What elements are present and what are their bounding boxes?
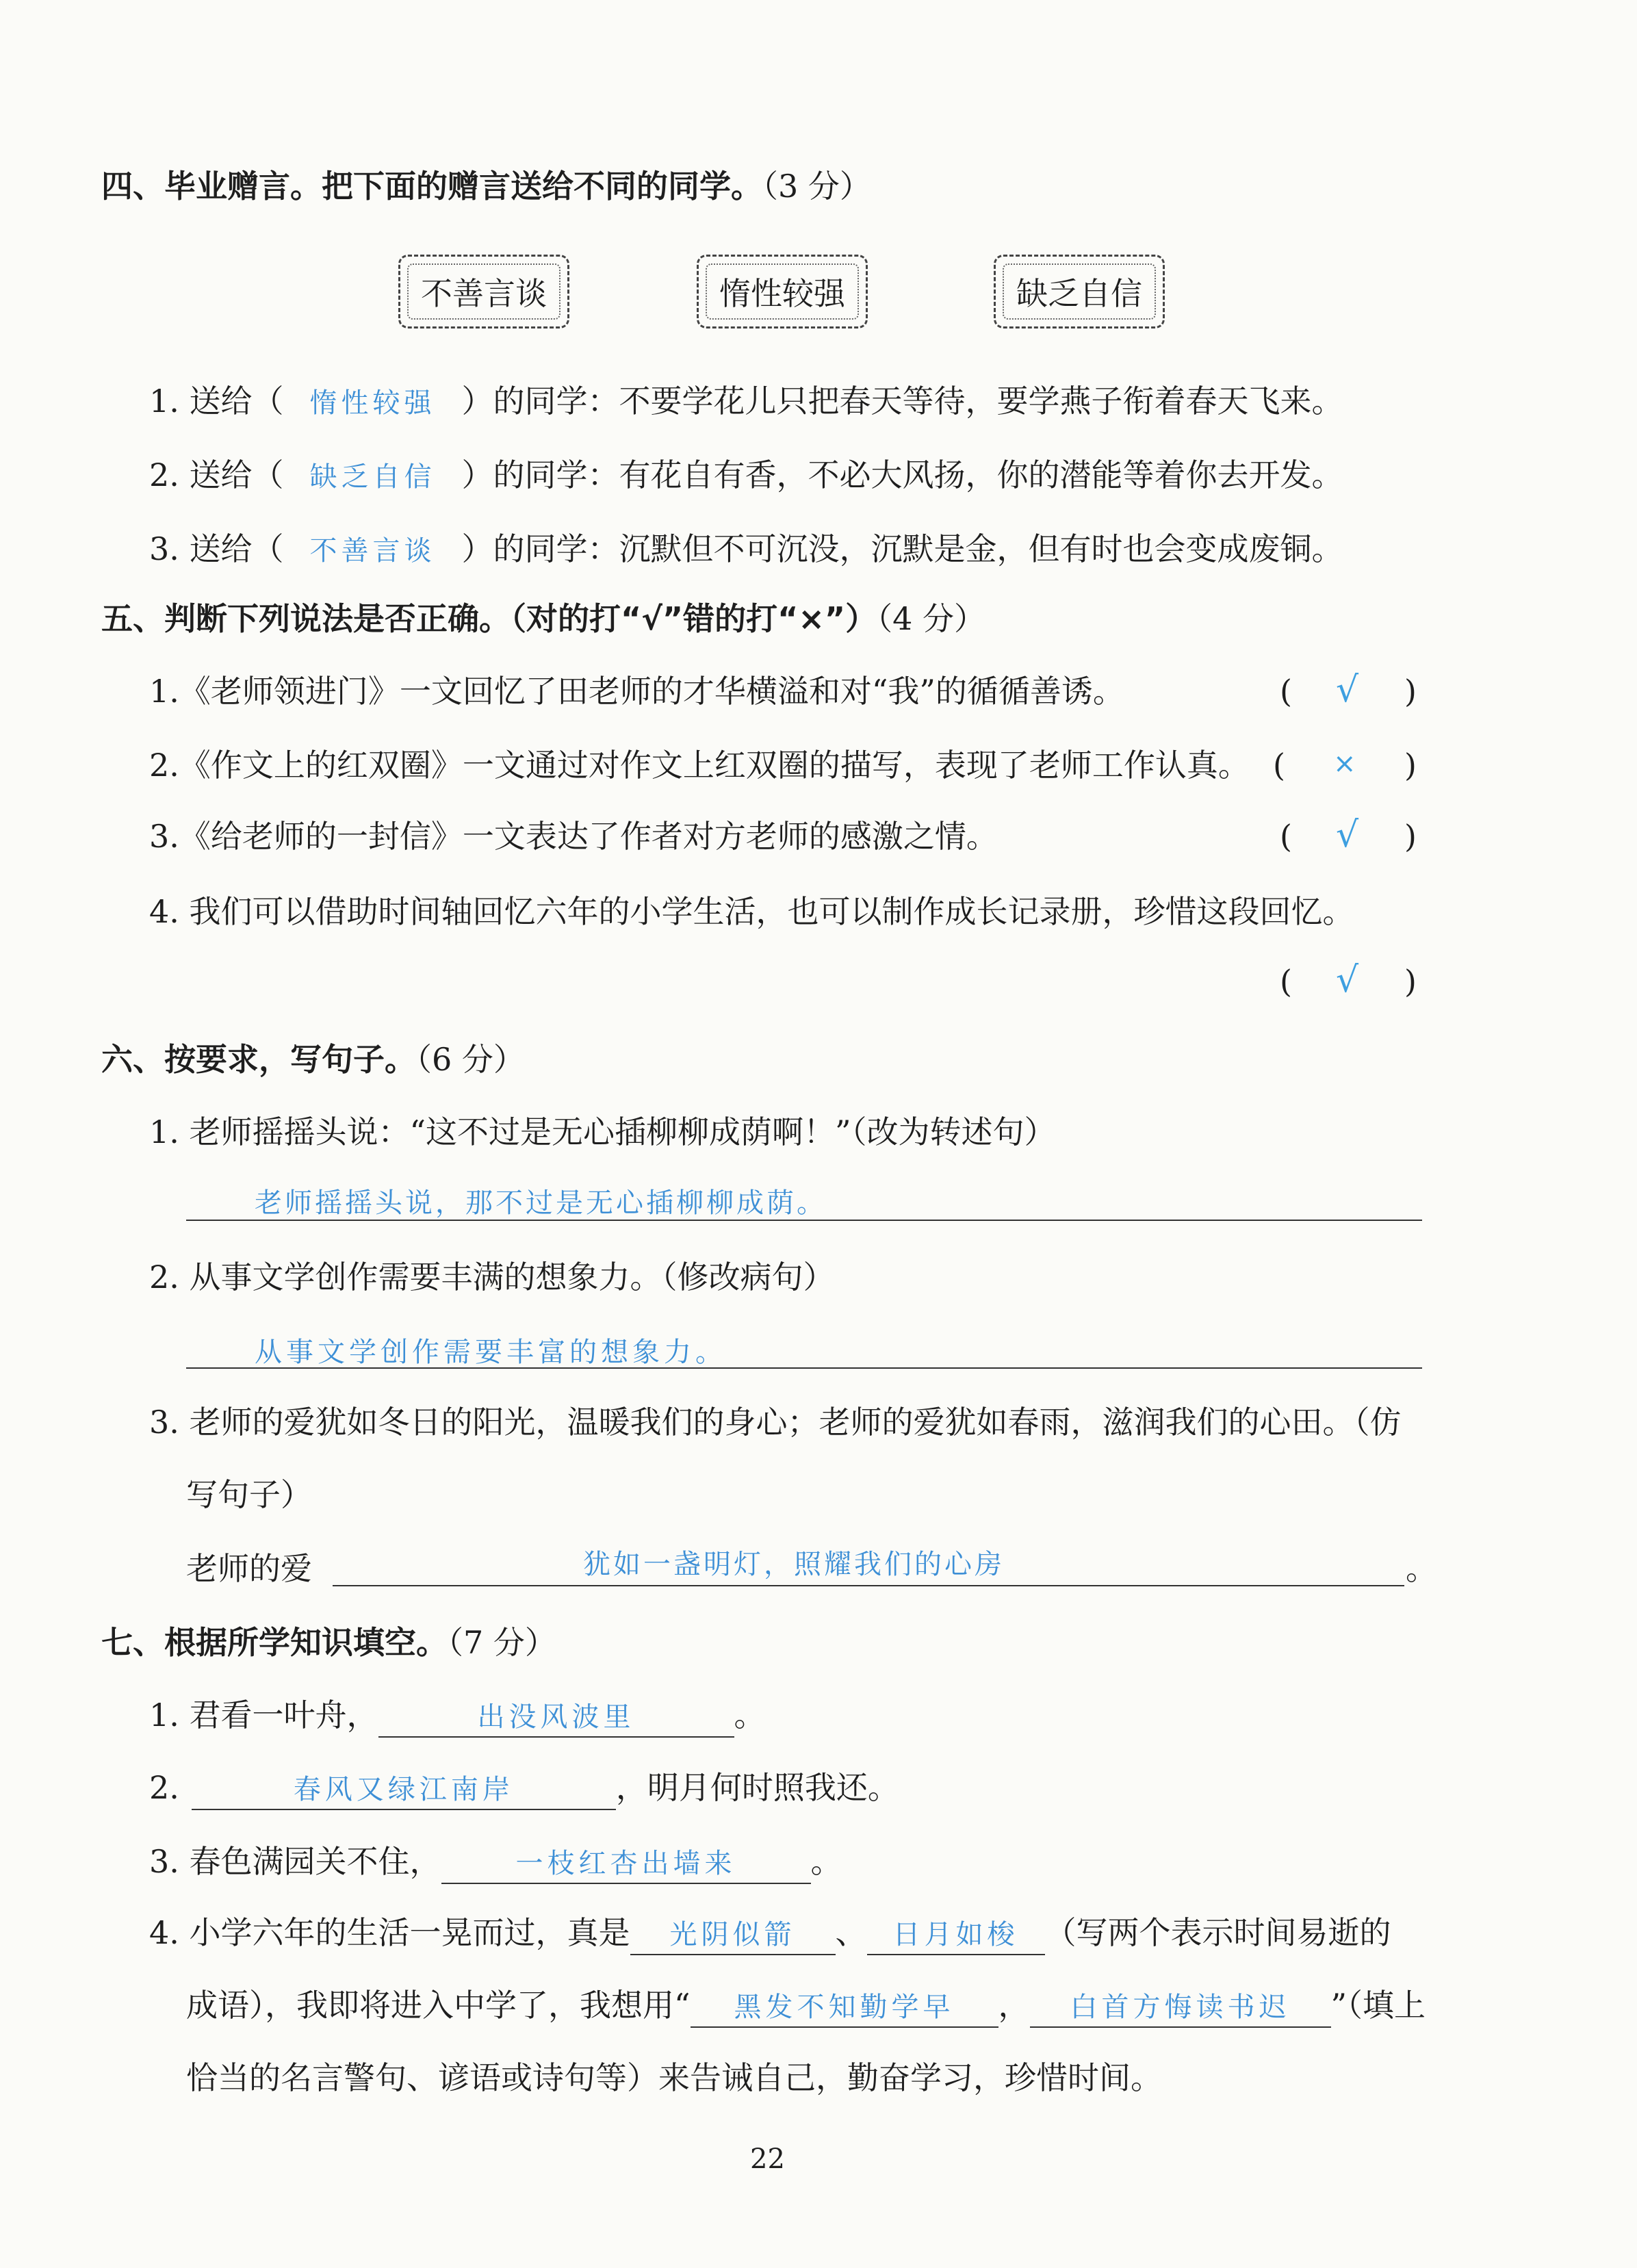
question-end: 。 xyxy=(810,1843,842,1880)
section6-title: 六、按要求，写句子。 xyxy=(101,1041,416,1078)
section4-heading xyxy=(101,166,871,207)
handwritten-answer: 春风又绿江南岸 xyxy=(192,1770,616,1810)
section7-heading xyxy=(101,1622,556,1663)
rewrite-question-2: 2. 从事文学创作需要丰满的想象力。（修改病句） xyxy=(149,1259,835,1296)
paren-right: ) xyxy=(1404,673,1417,710)
check-mark: √ xyxy=(1336,669,1359,710)
check-mark: √ xyxy=(1336,959,1359,1001)
tag-box-1 xyxy=(398,255,569,328)
handwritten-answer: 从事文学创作需要丰富的想象力。 xyxy=(255,1337,727,1368)
answer-line xyxy=(333,1585,1404,1586)
cross-mark: × xyxy=(1333,748,1356,779)
section7-title: 七、根据所学知识填空。 xyxy=(101,1624,448,1661)
handwritten-answer: 惰性较强 xyxy=(309,387,436,419)
paren-left: ( xyxy=(1273,747,1285,784)
section6-heading xyxy=(101,1039,525,1080)
item-prefix: 2. 送给（ xyxy=(149,456,284,493)
check-mark: √ xyxy=(1336,814,1359,855)
judge-item-2: 2.《作文上的红双圈》一文通过对作文上红双圈的描写，表现了老师工作认真。 xyxy=(149,747,1250,784)
section7-score: （7 分） xyxy=(448,1624,556,1661)
paren-left: ( xyxy=(1280,963,1292,1000)
fill-question-2 xyxy=(149,1767,899,1810)
question-prefix: 2. xyxy=(149,1769,179,1806)
sentence-end: 。 xyxy=(1406,1550,1437,1587)
question-prefix: 成语），我即将进入中学了，我想用“ xyxy=(186,1987,691,2024)
section6-score: （6 分） xyxy=(416,1041,525,1078)
section5-title: 五、判断下列说法是否正确。（对的打“√”错的打“×”） xyxy=(101,600,877,637)
item-suffix: ）的同学：沉默但不可沉没，沉默是金，但有时也会变成废铜。 xyxy=(461,530,1343,567)
tag-label: 不善言谈 xyxy=(421,275,547,312)
question-prefix: 4. 小学六年的生活一晃而过，真是 xyxy=(149,1914,630,1951)
question-suffix: ”（填上 xyxy=(1330,1987,1426,2024)
fill-question-3 xyxy=(149,1841,842,1884)
section4-score: （3 分） xyxy=(762,168,871,205)
answer-line xyxy=(186,1367,1422,1369)
tag-label: 惰性较强 xyxy=(719,275,845,312)
section4-item-1 xyxy=(149,381,1343,424)
separator: 、 xyxy=(835,1914,867,1951)
question-prefix: 3. 春色满园关不住， xyxy=(149,1843,441,1880)
question-end: 。 xyxy=(734,1697,766,1734)
answer-line xyxy=(186,1220,1422,1221)
handwritten-answer: 一枝红杏出墙来 xyxy=(441,1844,811,1884)
handwritten-answer: 光阴似箭 xyxy=(630,1916,836,1955)
handwritten-answer: 黑发不知勤学早 xyxy=(691,1988,998,2028)
handwritten-answer: 老师摇摇头说，那不过是无心插柳柳成荫。 xyxy=(255,1187,827,1219)
section4-title: 四、毕业赠言。把下面的赠言送给不同的同学。 xyxy=(101,168,762,205)
separator: ， xyxy=(998,1987,1030,2024)
judge-item-3: 3.《给老师的一封信》一文表达了作者对方老师的感激之情。 xyxy=(149,818,998,855)
section5-score: （4 分） xyxy=(877,600,986,637)
question-suffix: （写两个表示时间易逝的 xyxy=(1044,1914,1391,1951)
rewrite-question-3-cont: 写句子） xyxy=(186,1476,312,1513)
paren-left: ( xyxy=(1280,673,1292,710)
item-prefix: 1. 送给（ xyxy=(149,383,284,420)
tag-box-2 xyxy=(697,255,868,328)
fill-question-4-end: 恰当的名言警句、谚语或诗句等）来告诫自己，勤奋学习，珍惜时间。 xyxy=(186,2059,1162,2096)
section4-item-2 xyxy=(149,454,1343,498)
question-prefix: 1. 君看一叶舟， xyxy=(149,1697,378,1734)
tag-box-3 xyxy=(994,255,1165,328)
paren-right: ) xyxy=(1404,747,1417,784)
rewrite-question-1: 1. 老师摇摇头说：“这不过是无心插柳柳成荫啊！”（改为转述句） xyxy=(149,1113,1056,1150)
page-number: 22 xyxy=(750,2143,785,2175)
sentence-prefix: 老师的爱 xyxy=(186,1550,312,1587)
rewrite-question-3: 3. 老师的爱犹如冬日的阳光，温暖我们的身心；老师的爱犹如春雨，滋润我们的心田。（仿 xyxy=(149,1404,1402,1441)
handwritten-answer: 日月如梭 xyxy=(867,1916,1045,1955)
handwritten-answer: 出没风波里 xyxy=(378,1698,734,1738)
tag-label: 缺乏自信 xyxy=(1016,275,1142,312)
handwritten-answer: 不善言谈 xyxy=(309,535,436,567)
paren-right: ) xyxy=(1404,963,1417,1000)
paren-right: ) xyxy=(1404,818,1417,855)
question-suffix: ，明月何时照我还。 xyxy=(615,1769,899,1806)
fill-question-4 xyxy=(149,1912,1391,1955)
section5-heading xyxy=(101,598,985,639)
item-suffix: ）的同学：不要学花儿只把春天等待，要学燕子衔着春天飞来。 xyxy=(461,383,1343,420)
imitation-sentence xyxy=(186,1548,312,1589)
handwritten-answer: 犹如一盏明灯，照耀我们的心房 xyxy=(583,1549,1005,1580)
item-prefix: 3. 送给（ xyxy=(149,530,284,567)
handwritten-answer: 缺乏自信 xyxy=(309,461,436,493)
fill-question-1 xyxy=(149,1694,766,1738)
paren-left: ( xyxy=(1280,818,1292,855)
item-suffix: ）的同学：有花自有香，不必大风扬，你的潜能等着你去开发。 xyxy=(461,456,1343,493)
judge-item-1: 1.《老师领进门》一文回忆了田老师的才华横溢和对“我”的循循善诱。 xyxy=(149,673,1124,710)
fill-question-4-cont xyxy=(186,1985,1426,2028)
handwritten-answer: 白首方悔读书迟 xyxy=(1030,1988,1331,2028)
section4-item-3 xyxy=(149,528,1343,571)
judge-item-4: 4. 我们可以借助时间轴回忆六年的小学生活，也可以制作成长记录册，珍惜这段回忆。 xyxy=(149,893,1354,930)
